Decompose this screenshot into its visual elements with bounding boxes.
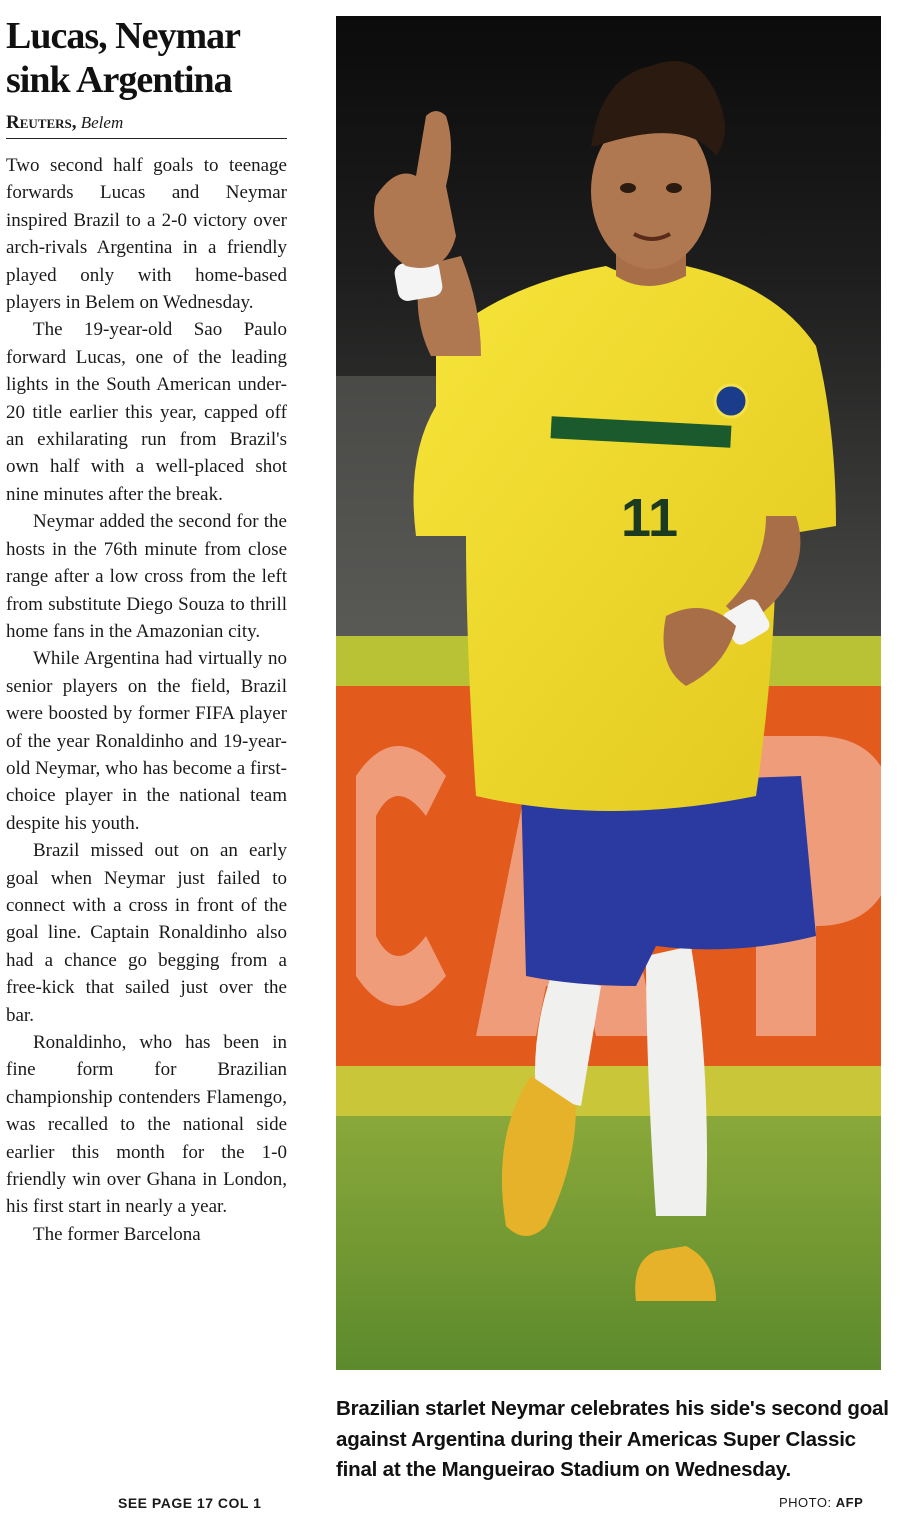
paragraph: The former Barcelona: [33, 1223, 201, 1245]
paragraph: While Argentina had virtually no senior players on the field, Brazil were boosted by former FIFA player of the year Ronaldinho and 19-year-old Neymar, who has become a first-choice player in the national team despite his youth.: [6, 648, 287, 834]
byline: [6, 112, 287, 139]
paragraph: Neymar added the second for the hosts in the 76th minute from close range after a low cross from the left from substitute Diego Souza to thrill home fans in the Amazonian city.: [6, 511, 287, 642]
article-column: [6, 14, 287, 1248]
paragraph: The 19-year-old Sao Paulo forward Lucas, one of the leading lights in the South American under-20 title earlier this year, capped off an exhilarating run from Brazil's own half with a well-placed shot nine minutes after the break.: [6, 319, 287, 505]
jump-line: SEE PAGE 17 COL 1: [118, 1495, 262, 1511]
byline-location: Belem: [80, 113, 124, 132]
shirt-number: 11: [621, 488, 679, 548]
byline-agency: Reuters,: [6, 112, 77, 133]
headline: Lucas, Neymar sink Argentina: [6, 15, 240, 101]
paragraph: Two second half goals to teenage forwards Lucas and Neymar inspired Brazil to a 2-0 victory over arch-rivals Argentina in a friendly played only with home-based players in Belem on Wednesday.: [6, 155, 287, 314]
photo-credit: [779, 1495, 863, 1510]
photo-credit-agency: AFP: [835, 1495, 864, 1510]
article-body: [6, 152, 287, 1248]
photo-credit-label: PHOTO:: [779, 1495, 832, 1510]
paragraph: Ronaldinho, who has been in fine form for Brazilian championship contenders Flamengo, was recalled to the national side earlier this month for the 1-0 friendly win over Ghana in London, his first start in nearly a year.: [6, 1032, 287, 1218]
paragraph: Brazil missed out on an early goal when Neymar just failed to connect with a cross in front of the goal line. Captain Ronaldinho also had a chance go begging from a free-kick that sailed just over the bar.: [6, 840, 287, 1026]
player-celebration-photo: [336, 16, 881, 1370]
player-photo: [336, 16, 881, 1370]
photo-caption: Brazilian starlet Neymar celebrates his side's second goal against Argentina during their Americas Super Classic final at the Mangueirao Stadium on Wednesday.: [336, 1397, 889, 1481]
